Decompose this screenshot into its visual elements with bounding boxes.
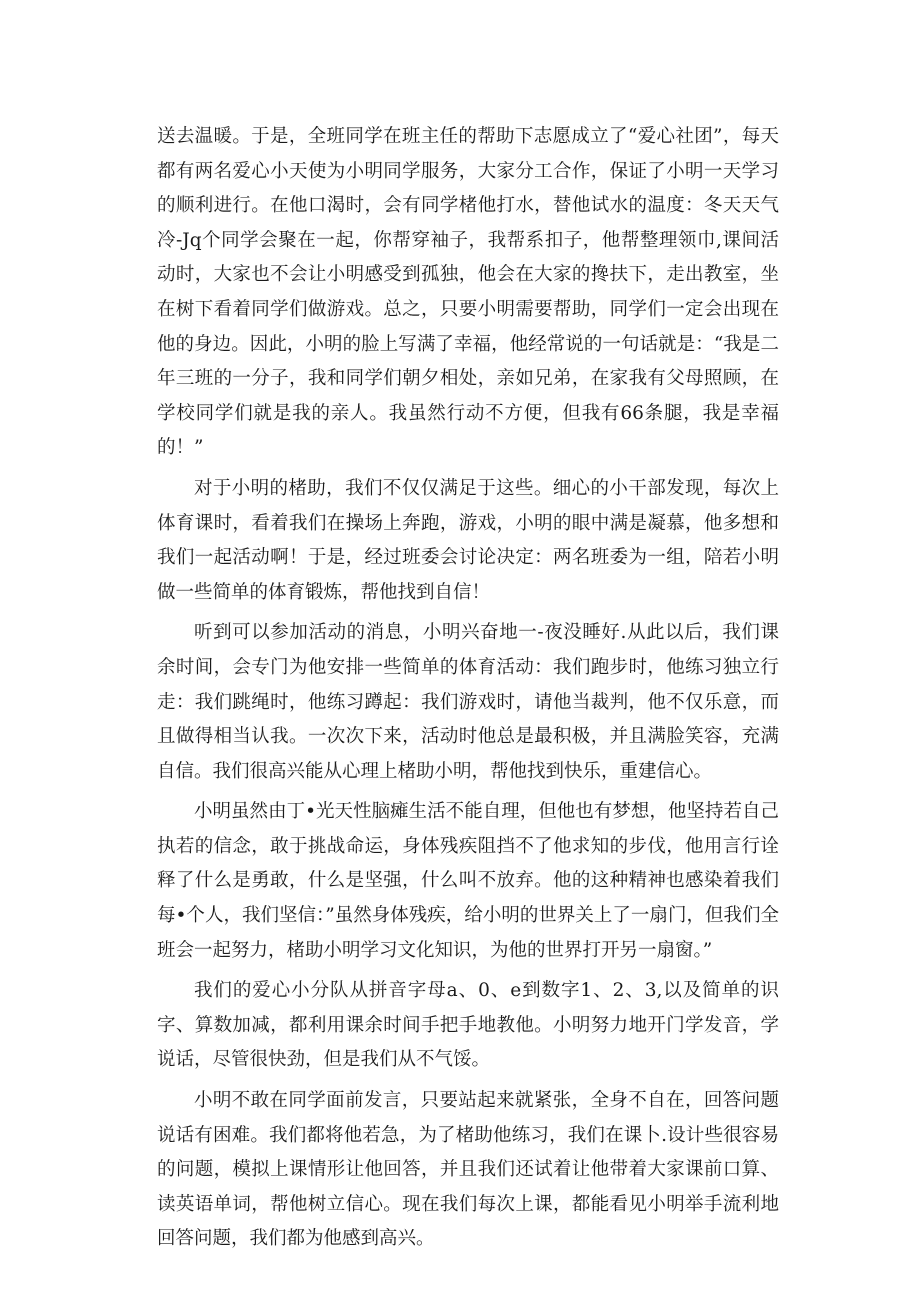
- paragraph-3: 听到可以参加活动的消息，小明兴奋地一-夜没睡好.从此以后，我们课余时间，会专门为他安排一些简单的体育活动：我们跑步时，他练习独立行走：我们跳绳时，他练习蹲起：我们游戏时，请他当裁判，他不仅乐意，而且做得相当认我。一次次下来，活动时他总是最积极，并且满脸笑容，充满自信。我们很高兴能从心理上楮助小明，帮他找到快乐，重建信心。: [157, 622, 779, 782]
- paragraph-6: 小明不敢在同学面前发言，只要站起来就紧张，全身不自在，回答问题说话有困难。我们都将他若急，为了楮助他练习，我们在课卜.设计些很容易的问题，模拟上课情形让他回答，并且我们还试着让他带着大家课前口算、读英语单词，帮他树立信心。现在我们每次上课，都能看见小明举手流利地回答问题，我们都为他感到高兴。: [157, 1090, 779, 1250]
- paragraph-2: 对于小明的楮助，我们不仅仅满足于这些。细心的小干部发现，每次上体育课时，看着我们在操场上奔跑，游戏，小明的眼中满是凝慕，他多想和我们一起活动啊！于是，经过班委会讨论决定：两名班委为一组，陪若小明做一些简单的体育锻炼，帮他找到自信！: [157, 477, 779, 603]
- paragraph-5: 我们的爱心小分队从拼音字母a、0、e到数字1、2、3,以及简单的识字、算数加减，都利用课余时间手把手地教他。小明努力地开门学发音，学说话，尽管很快劲，但是我们从不气馁。: [157, 980, 779, 1071]
- document-body: [157, 120, 779, 1263]
- paragraph-4: 小明虽然由丁•光天性脑瘫生活不能自理，但他也有梦想，他坚持若自己执若的信念，敢于挑战命运，身体残疾阻挡不了他求知的步伐，他用言行诠释了什么是勇敢，什么是坚强，什么叫不放弃。他的这种精神也感染着我们每•个人，我们坚信：”虽然身体残疾，给小明的世界关上了一扇门，但我们全班会一起努力，楮助小明学习文化知识，为他的世界打开另一扇窗。”: [157, 801, 779, 961]
- paragraph-1: 送去温暖。于是，全班同学在班主任的帮助下志愿成立了“爱心社团”，每天都有两名爱心小天使为小明同学服务，大家分工合作，保证了小明一天学习的顺利进行。在他口渴时，会有同学楮他打水，替他试水的温度：冬天天气冷-Jq个同学会聚在一起，你帮穿袖子，我帮系扣子，他帮整理领巾,课间活动时，大家也不会让小明感受到孤独，他会在大家的搀扶下，走出教室，坐在树下看着同学们做游戏。总之，只要小明需要帮助，同学们一定会出现在他的身边。因此，小明的脸上写满了幸福，他经常说的一句话就是：“我是二年三班的一分子，我和同学们朝夕相处，亲如兄弟，在家我有父母照顾，在学校同学们就是我的亲人。我虽然行动不方便，但我有66条腿，我是幸福的！”: [157, 126, 779, 459]
